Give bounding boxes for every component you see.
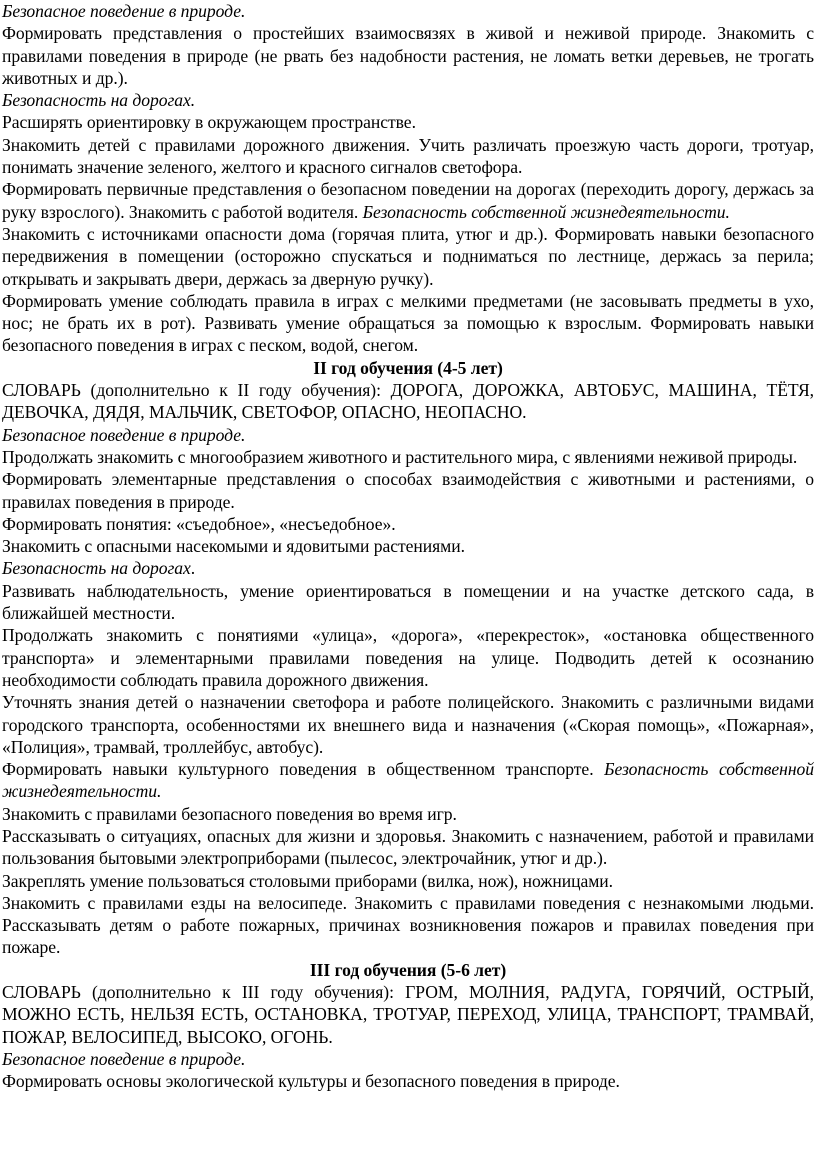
paragraph: Закреплять умение пользоваться столовыми приборами (вилка, нож), ножницами. xyxy=(2,870,614,891)
paragraph: Формировать основы экологической культуры и безопасного поведения в природе. xyxy=(2,1071,620,1092)
paragraph-text: Формировать навыки культурного поведения в общественном транспорте. xyxy=(2,759,605,780)
paragraph: Развивать наблюдательность, умение ориентироваться в помещении и на участке детского сада, в ближайшей местности. xyxy=(2,580,814,624)
section-heading-self-safety-1: Безопасность собственной жизнедеятельности. xyxy=(362,201,730,222)
paragraph: Рассказывать о ситуациях, опасных для жизни и здоровья. Знакомить с назначением, работой и правилами пользования бытовыми электроприборами (пылесос, электрочайник, утюг и др.). xyxy=(2,825,814,869)
year-heading-3: III год обучения (5-6 лет) xyxy=(309,959,507,980)
paragraph: Знакомить с опасными насекомыми и ядовитыми растениями. xyxy=(2,536,465,557)
heading-period: . xyxy=(190,558,196,579)
paragraph: Формировать умение соблюдать правила в играх с мелкими предметами (не засовывать предметы в ухо, нос; не брать их в рот). Развивать умение обращаться за помощью к взрослым. Формировать навыки безопасного поведения в играх с песком, водой, снегом. xyxy=(2,290,814,356)
section-heading-nature-3: Безопасное поведение в природе. xyxy=(2,1048,246,1069)
section-heading-roads-1: Безопасность на дорогах. xyxy=(2,90,196,111)
paragraph: Знакомить с правилами безопасного поведения во время игр. xyxy=(2,803,457,824)
paragraph: Расширять ориентировку в окружающем пространстве. xyxy=(2,112,416,133)
section-heading-self-safety-2: Безопасность собственной жизнедеятельности. xyxy=(2,759,815,802)
paragraph: Знакомить с правилами езды на велосипеде. Знакомить с правилами поведения с незнакомыми людьми. Рассказывать детям о работе пожарных, причинах возникновения пожаров и правилах поведения при пожаре. xyxy=(2,892,814,958)
paragraph: Формировать представления о простейших взаимосвязях в живой и неживой природе. Знакомить с правилами поведения в природе (не рвать без надобности растения, не ломать ветки деревьев, не трогать животных и др.). xyxy=(2,23,814,88)
paragraph xyxy=(2,178,814,223)
section-heading-nature-2: Безопасное поведение в природе. xyxy=(2,424,246,445)
paragraph xyxy=(2,758,814,803)
vocabulary-paragraph: СЛОВАРЬ (дополнительно к III году обучения): ГРОМ, МОЛНИЯ, РАДУГА, ГОРЯЧИЙ, ОСТРЫЙ, МОЖНО ЕСТЬ, НЕЛЬЗЯ ЕСТЬ, ОСТАНОВКА, ТРОТУАР, ПЕРЕХОД, УЛИЦА, ТРАНСПОРТ, ТРАМВАЙ, ПОЖАР, ВЕЛОСИПЕД, ВЫСОКО, ОГОНЬ. xyxy=(2,982,814,1047)
paragraph: Знакомить с источниками опасности дома (горячая плита, утюг и др.). Формировать навыки безопасного передвижения в помещении (осторожно спускаться и подниматься по лестнице, держась за перила; открывать и закрывать двери, держась за дверную ручку). xyxy=(2,223,814,289)
paragraph: Формировать понятия: «съедобное», «несъедобное». xyxy=(2,513,396,534)
section-heading-nature-1: Безопасное поведение в природе. xyxy=(2,1,246,21)
section-heading-text: Безопасность на дорогах xyxy=(2,558,191,579)
vocabulary-paragraph: СЛОВАРЬ (дополнительно к II году обучения): ДОРОГА, ДОРОЖКА, АВТОБУС, МАШИНА, ТЁТЯ, ДЕВОЧКА, ДЯДЯ, МАЛЬЧИК, СВЕТОФОР, ОПАСНО, НЕОПАСНО. xyxy=(2,380,814,423)
section-heading-roads-2 xyxy=(2,557,814,579)
paragraph: Знакомить детей с правилами дорожного движения. Учить различать проезжую часть дороги, тротуар, понимать значение зеленого, желтого и красного сигналов светофора. xyxy=(2,134,814,178)
paragraph: Продолжать знакомить с понятиями «улица», «дорога», «перекресток», «остановка общественного транспорта» и элементарными правилами поведения на улице. Подводить детей к осознанию необходимости соблюдать правила дорожного движения. xyxy=(2,625,814,690)
paragraph: Уточнять знания детей о назначении светофора и работе полицейского. Знакомить с различными видами городского транспорта, особенностями их внешнего вида и назначения («Скорая помощь», «Пожарная», «Полиция», трамвай, троллейбус, автобус). xyxy=(2,692,814,757)
paragraph: Продолжать знакомить с многообразием животного и растительного мира, с явлениями неживой природы. xyxy=(2,446,798,467)
year-heading-2: II год обучения (4-5 лет) xyxy=(313,357,503,378)
paragraph: Формировать элементарные представления о способах взаимодействия с животными и растениями, о правилах поведения в природе. xyxy=(2,469,814,512)
paragraph-text: Формировать первичные представления о безопасном поведении на дорогах (переходить дорогу, держась за руку взрослого). Знакомить с работой водителя. xyxy=(2,179,814,222)
document-page xyxy=(2,0,814,1093)
